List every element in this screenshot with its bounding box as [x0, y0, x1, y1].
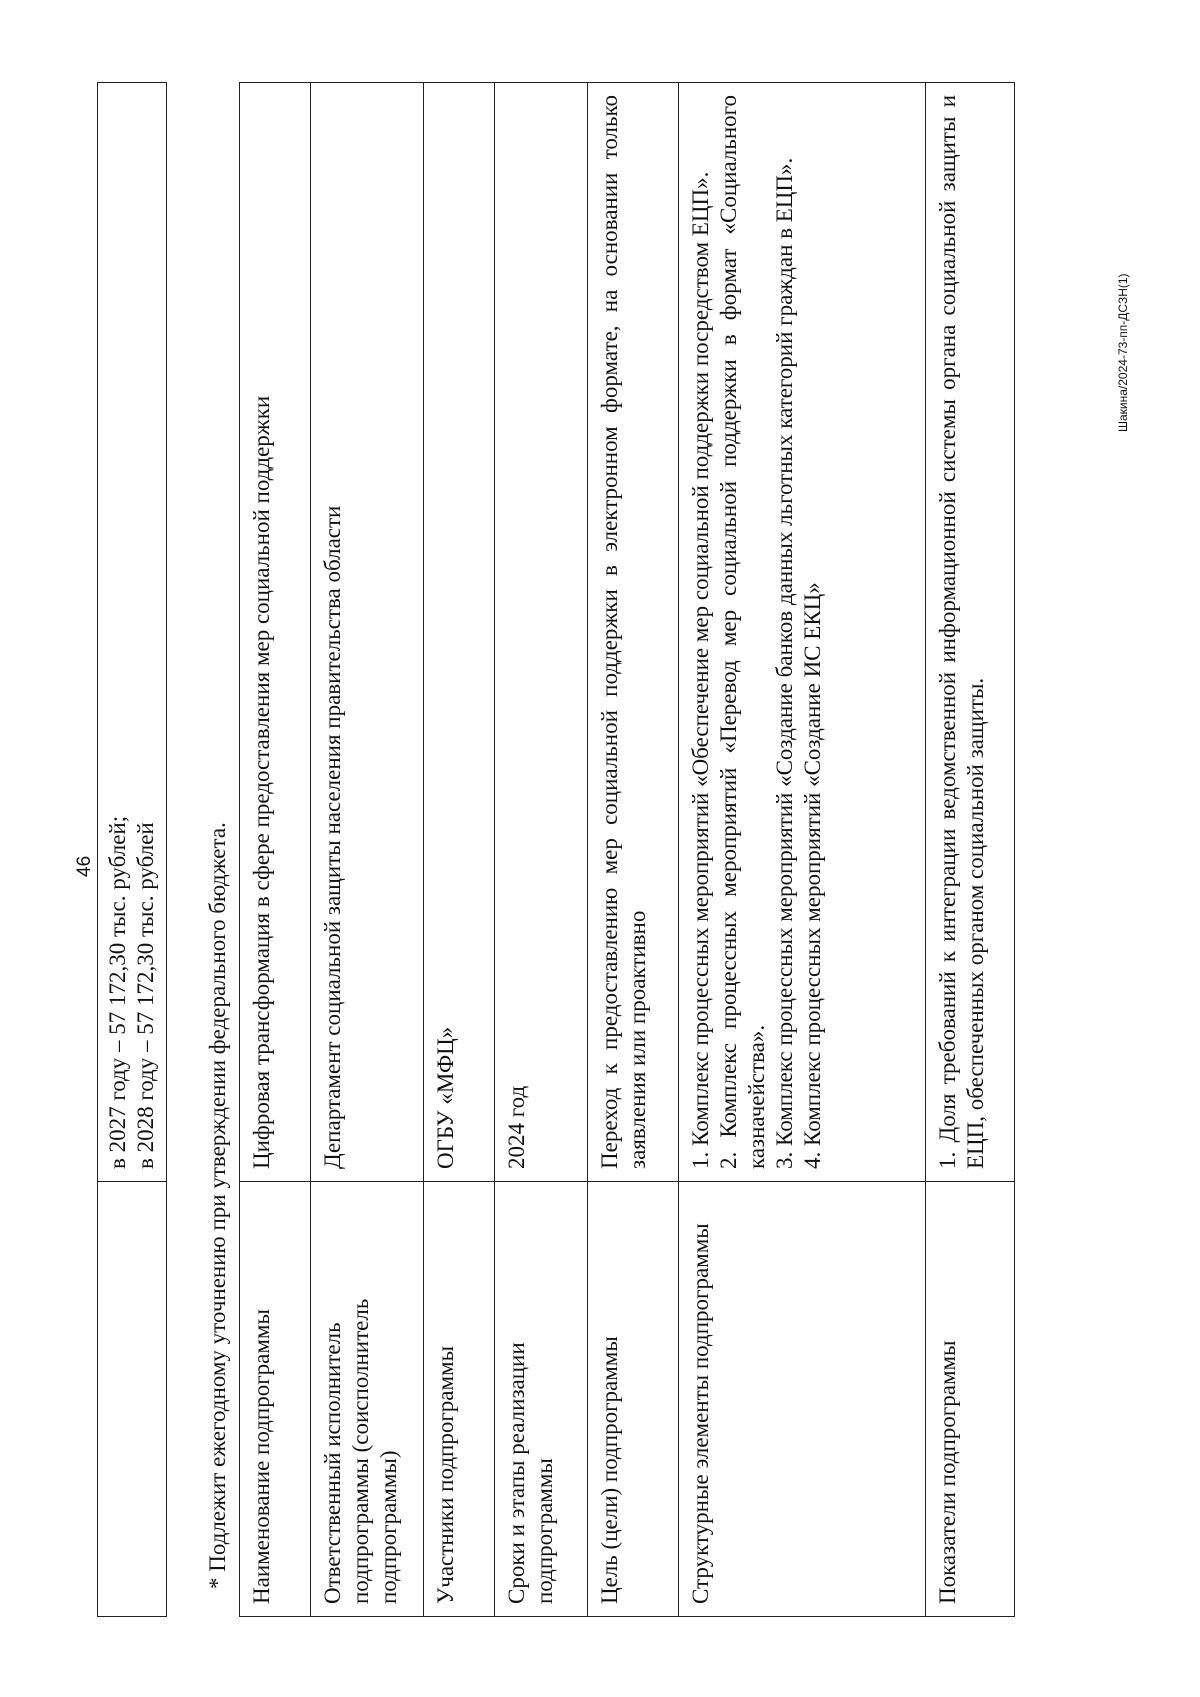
table-row: [424, 83, 495, 1617]
name-label: Наименование подпрограммы: [240, 1182, 311, 1617]
structure-item-3: 3. Комплекс процессных мероприятий «Создание банков данных льготных категорий граждан в ЕЦП».: [772, 157, 797, 1169]
structure-label: Структурные элементы подпрограммы: [679, 1182, 926, 1617]
table-row: [311, 83, 424, 1617]
page-number: 46: [74, 855, 95, 877]
participants-label: Участники подпрограммы: [424, 1182, 495, 1617]
table-row: [679, 83, 926, 1617]
funding-continuation-table: [97, 82, 167, 1617]
empty-label-cell: [98, 1182, 167, 1617]
executor-label: Ответственный исполнитель подпрограммы (соисполнитель подпрограммы): [311, 1182, 424, 1617]
structure-item-4: 4. Комплекс процессных мероприятий «Создание ИС ЕКЦ»: [800, 582, 825, 1169]
structure-item-2: 2. Комплекс процессных мероприятий «Перевод мер социальной поддержки в формат «Социального казначейства».: [716, 95, 769, 1169]
indicators-label: Показатели подпрограммы: [926, 1182, 1015, 1617]
name-value: Цифровая трансформация в сфере предоставления мер социальной поддержки: [240, 83, 311, 1182]
funding-line-2027: в 2027 году – 57 172,30 тыс. рублей;: [105, 815, 130, 1169]
table-row: [495, 83, 588, 1617]
participants-value: ОГБУ «МФЦ»: [424, 83, 495, 1182]
structure-value: [679, 83, 926, 1182]
table-row: [98, 83, 167, 1617]
table-row: [240, 83, 311, 1617]
table-row: [588, 83, 679, 1617]
table-row: [926, 83, 1015, 1617]
executor-value: Департамент социальной защиты населения правительства области: [311, 83, 424, 1182]
indicators-value: 1. Доля требований к интеграции ведомственной информационной системы органа социальной защиты и ЕЦП, обеспеченных органом социальной защиты.: [926, 83, 1015, 1182]
document-code: Шакина/2024-73-пп-ДСЗН(1): [1116, 273, 1130, 432]
funding-cell: [98, 83, 167, 1182]
funding-line-2028: в 2028 году – 57 172,30 тыс. рублей: [133, 822, 158, 1169]
terms-label: Сроки и этапы реализации подпрограммы: [495, 1182, 588, 1617]
structure-item-1: 1. Комплекс процессных мероприятий «Обеспечение мер социальной поддержки посредством ЕЦП».: [688, 171, 713, 1169]
footnote: * Подлежит ежегодному уточнению при утверждении федерального бюджета.: [205, 822, 230, 1589]
terms-value: 2024 год: [495, 83, 588, 1182]
subprogram-passport-table: [239, 82, 1015, 1617]
goal-label: Цель (цели) подпрограммы: [588, 1182, 679, 1617]
goal-value: Переход к предоставлению мер социальной поддержки в электронном формате, на основании только заявления или проактивно: [588, 83, 679, 1182]
